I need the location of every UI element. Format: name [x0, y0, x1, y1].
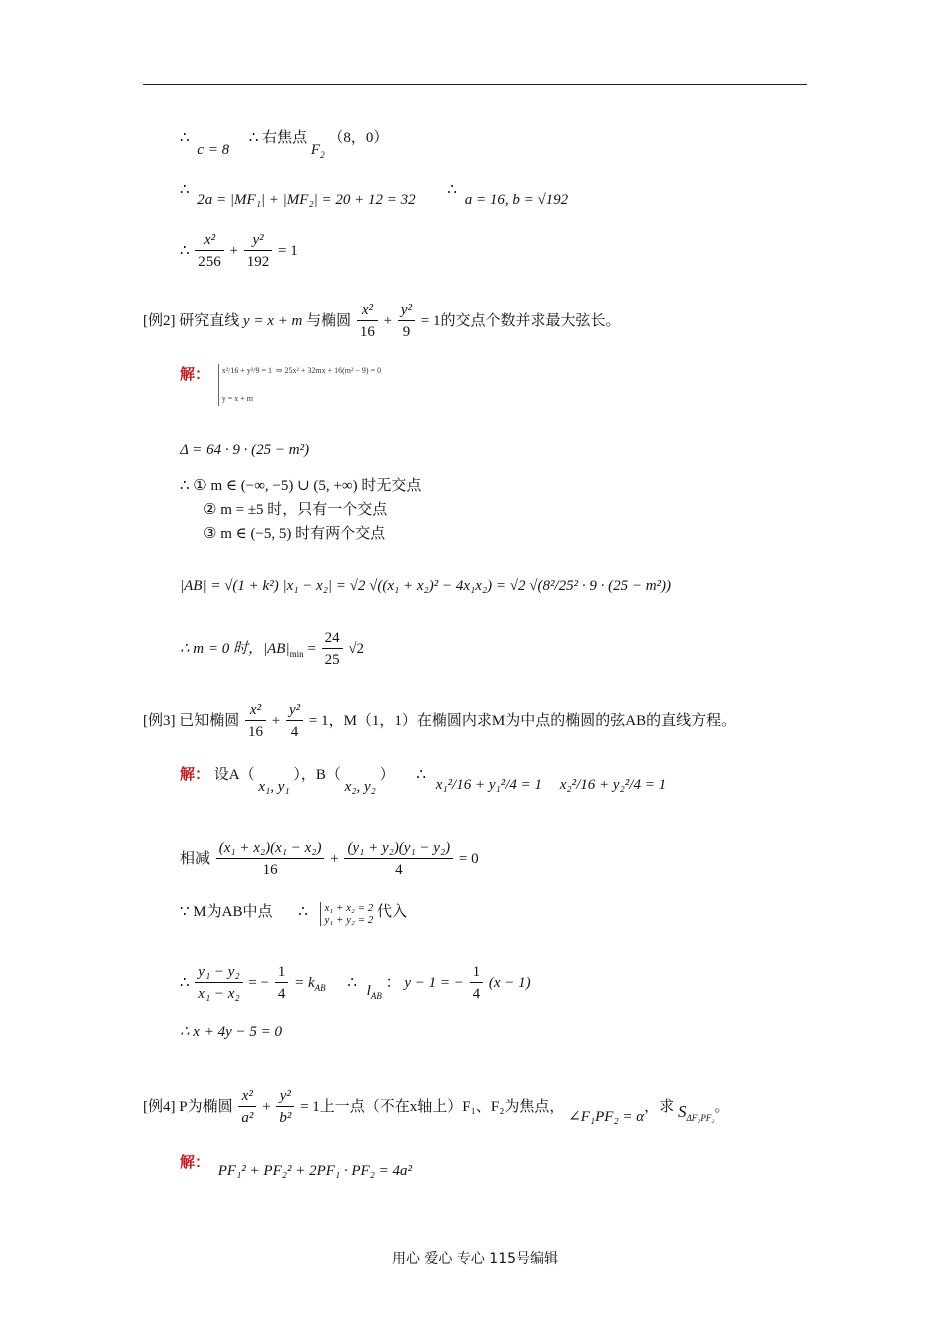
slope-line — [180, 962, 531, 1005]
close-paren: ） — [379, 767, 395, 783]
system-result: ⇒ 25x² + 32mx + 16(m² − 9) = 0 — [275, 366, 382, 375]
therefore-symbol: ∴ — [298, 904, 308, 920]
period: 。 — [714, 1098, 730, 1115]
major-axis-equation: 2a = |MF₁| + |MF₂| = 20 + 12 = 32 — [197, 192, 416, 208]
midpoint-line — [180, 902, 407, 926]
final-line-equation: ∴ x + 4y − 5 = 0 — [180, 1024, 282, 1040]
slope-k: = k — [294, 974, 315, 991]
line-equation-lhs: y − 1 = − — [404, 974, 464, 991]
therefore-symbol: ∴ — [180, 182, 190, 198]
line-ellipse-equation — [180, 230, 298, 273]
line-equation-tail: (x − 1) — [488, 974, 531, 991]
page-footer: 用心 爱心 专心 115号编辑 — [391, 1251, 559, 1267]
line-equation: y = x + m — [243, 312, 303, 329]
colon: ： — [385, 974, 401, 991]
plus-sign: + — [229, 242, 239, 259]
line-c-value — [180, 128, 389, 160]
min-chord-line — [180, 628, 364, 671]
subtract-line: 相减 $\frac{\text{(x₁ + x₂)(x₁ − x₂)}}{16}$ + $\frac{\text{(y₁ + y₂)(y₁ − y₂)}}{4}$ = 0 — [180, 838, 479, 881]
set-a-label: 设A（ — [213, 767, 255, 783]
equals-minus: = − — [248, 974, 270, 991]
l-subscript: AB — [370, 990, 382, 1001]
fraction: $\frac{\text{y²}}{9}$ — [398, 300, 415, 343]
point-b-coords: x₂, y₂ — [344, 779, 376, 795]
fraction: $\frac{\text{(x₁ + x₂)(x₁ − x₂)}}{16}$ — [216, 838, 325, 881]
focal-angle: ∠F₁PF₂ = α — [568, 1108, 645, 1125]
right-focus-label: 右焦点 — [262, 130, 308, 146]
header-rule — [143, 84, 807, 85]
equation-system: x²/16 + y²/9 = 1 y = x + m — [218, 364, 272, 406]
solution-label: 解： — [180, 1153, 211, 1171]
discriminant: Δ = 64 · 9 · (25 − m²) — [180, 442, 310, 458]
equals-sign: = — [307, 640, 316, 657]
fraction: $\frac{24}{25}$ — [322, 628, 343, 671]
area-symbol: S — [677, 1101, 687, 1121]
equals-one: = 1 — [308, 712, 329, 729]
therefore-symbol: ∴ — [180, 130, 190, 146]
midpoint-label: ∵ M为AB中点 — [180, 904, 273, 920]
min-chord-prefix: ∴ m = 0 时，|AB| — [180, 640, 290, 657]
therefore-symbol: ∴ — [180, 974, 190, 991]
therefore-symbol: ∴ — [416, 767, 426, 783]
equals-one: = 1 — [420, 312, 441, 329]
example3-label: [例3] 已知椭圆 — [143, 712, 240, 729]
fraction: $\frac{1}{4}$ — [470, 962, 484, 1005]
solution-label: 解： — [180, 765, 211, 783]
therefore-symbol: ∴ — [447, 182, 457, 198]
case-one-intersection: ② m = ±5 时，只有一个交点 — [203, 502, 388, 518]
law-of-cosines-equation: PF₁² + PF₂² + 2PF₁ · PF₂ = 4a² — [217, 1163, 413, 1179]
example2-tail: 的交点个数并求最大弦长。 — [440, 312, 621, 329]
example2-mid-text: 与椭圆 — [306, 312, 352, 329]
midpoint-system: x₁ + x₂ = 2 y₁ + y₂ = 2 — [320, 902, 374, 926]
example4-tail: 上一点（不在x轴上）F₁、F₂为焦点， — [319, 1098, 565, 1115]
example2-solution — [180, 364, 381, 406]
fraction: $\frac{\text{x²}}{256}$ — [195, 230, 224, 273]
line-2a — [180, 180, 569, 208]
equals-zero: = 0 — [458, 850, 479, 867]
sqrt-two: √2 — [348, 640, 365, 657]
line-l-label: l — [366, 982, 371, 999]
example4-heading: [例4] P为椭圆 $\frac{\text{x²}}{\text{a²}}$ + $\frac{\text{y²}}{\text{b²}}$ = 1上一点（不在x轴上）F₁、F₂为焦点， ∠F₁PF₂ = α，求 $S_{\Delta F_1PF_2}$。 — [143, 1086, 730, 1129]
example2-heading: [例2] 研究直线 y = x + m 与椭圆 $\frac{\text{x²}}{16}$ + $\frac{\text{y²}}{9}$ = 1的交点个数并求最大弦长。 — [143, 300, 621, 343]
equals-one: = 1 — [300, 1098, 320, 1115]
fraction: $\frac{\text{y²}}{4}$ — [286, 700, 303, 743]
set-b-label: ），B（ — [293, 767, 341, 783]
k-subscript: AB — [314, 982, 326, 993]
example3-setup — [180, 764, 667, 795]
fraction: $\frac{\text{y²}}{\text{b²}}$ — [276, 1086, 294, 1129]
subtract-label: 相减 — [180, 850, 211, 867]
ab-values: a = 16, b = √192 — [464, 192, 569, 208]
fraction: $\frac{\text{x²}}{16}$ — [245, 700, 266, 743]
fraction: $\frac{\text{x²}}{16}$ — [357, 300, 378, 343]
therefore-symbol: ∴ — [248, 130, 259, 146]
ellipse-eq-a: x₁²/16 + y₁²/4 = 1 — [435, 777, 543, 793]
fraction: $\frac{\text{y₁ − y₂}}{\text{x₁ − x₂}}$ — [195, 962, 242, 1005]
case-two-intersections: ③ m ∈ (−5, 5) 时有两个交点 — [203, 526, 386, 542]
example4-solution — [180, 1152, 413, 1179]
ask-label: ，求 — [644, 1098, 675, 1115]
point-a-coords: x₁, y₁ — [258, 779, 290, 795]
therefore-symbol: ∴ — [180, 242, 190, 259]
area-subscript: ΔF₁PF₂ — [686, 1112, 715, 1123]
example2-label: [例2] 研究直线 — [143, 312, 240, 329]
chord-length-formula: |AB| = √(1 + k²) |x₁ − x₂| = √2 √((x₁ + x₂)² − 4x₁x₂) = √2 √(8²/25² · 9 · (25 − m²)) — [180, 578, 672, 594]
c-equation: c = 8 — [197, 142, 230, 158]
equals-one: = 1 — [278, 242, 298, 259]
ellipse-eq-b: x₂²/16 + y₂²/4 = 1 — [559, 777, 667, 793]
focus-coords: （8，0） — [328, 130, 389, 146]
fraction: $\frac{1}{4}$ — [275, 962, 289, 1005]
example3-tail: ，M（1，1）在椭圆内求M为中点的椭圆的弦AB的直线方程。 — [328, 712, 737, 729]
fraction: $\frac{\text{x²}}{\text{a²}}$ — [238, 1086, 256, 1129]
example3-heading: [例3] 已知椭圆 $\frac{\text{x²}}{16}$ + $\frac{\text{y²}}{4}$ = 1，M（1，1）在椭圆内求M为中点的椭圆的弦AB的直线方程。 — [143, 700, 736, 743]
focus-f2: $F_2$ — [310, 142, 325, 160]
fraction: $\frac{\text{(y₁ + y₂)(y₁ − y₂)}}{4}$ — [344, 838, 453, 881]
min-subscript: min — [289, 648, 304, 659]
substitute-label: 代入 — [377, 904, 408, 920]
case-no-intersection: ∴ ① m ∈ (−∞, −5) ∪ (5, +∞) 时无交点 — [180, 478, 422, 494]
solution-label: 解： — [180, 365, 211, 383]
fraction: $\frac{\text{y²}}{192}$ — [244, 230, 273, 273]
therefore-symbol: ∴ — [347, 974, 357, 991]
example4-label: [例4] P为椭圆 — [143, 1098, 233, 1115]
